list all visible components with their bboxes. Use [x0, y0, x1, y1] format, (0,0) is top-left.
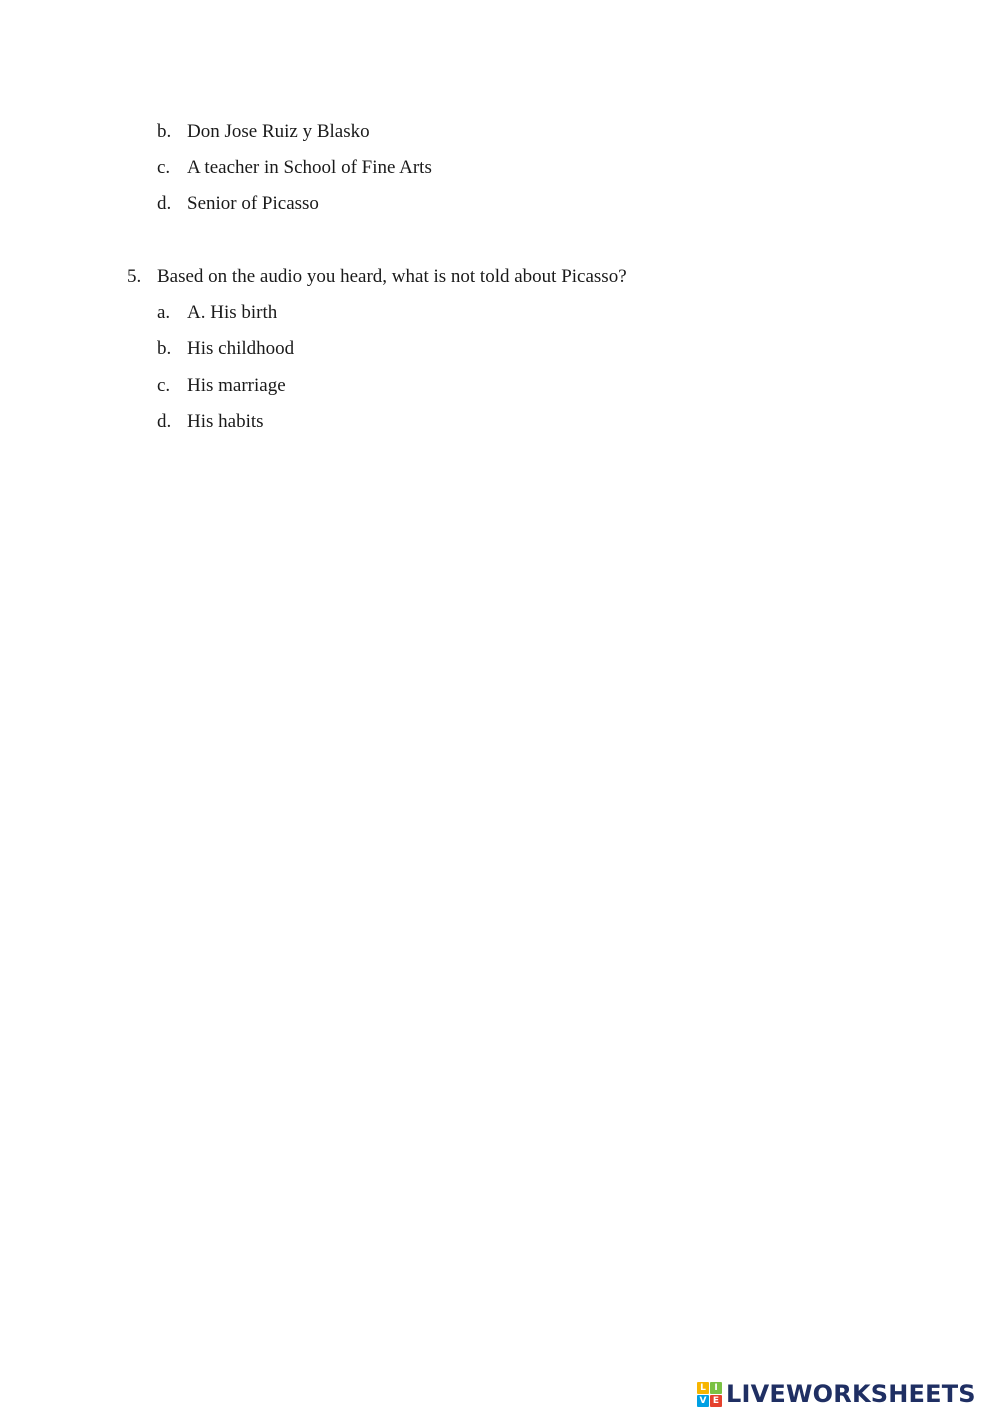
option-letter: b.: [157, 121, 172, 142]
option-letter: d.: [157, 193, 172, 214]
option-text: Don Jose Ruiz y Blasko: [187, 121, 370, 142]
option-letter: b.: [157, 338, 172, 359]
option-text: His habits: [187, 411, 264, 432]
option-text: His childhood: [187, 338, 295, 359]
logo-text: LIVEWORKSHEETS: [726, 1380, 976, 1408]
option-text: A teacher in School of Fine Arts: [187, 157, 432, 178]
option-text: Senior of Picasso: [187, 193, 319, 214]
question-number: 5.: [127, 266, 142, 287]
logo-block-l: L: [697, 1382, 709, 1394]
question-text: Based on the audio you heard, what is not told about Picasso?: [157, 266, 627, 287]
option-letter: a.: [157, 302, 171, 323]
logo-block-v: V: [697, 1395, 709, 1407]
logo-block-e: E: [710, 1395, 722, 1407]
option-letter: d.: [157, 411, 172, 432]
logo-blocks-icon: [697, 1382, 722, 1407]
logo-block-i: I: [710, 1382, 722, 1394]
liveworksheets-logo: [697, 1379, 976, 1409]
option-letter: c.: [157, 157, 171, 178]
option-text: A. His birth: [187, 302, 278, 323]
option-letter: c.: [157, 375, 171, 396]
option-text: His marriage: [187, 375, 286, 396]
